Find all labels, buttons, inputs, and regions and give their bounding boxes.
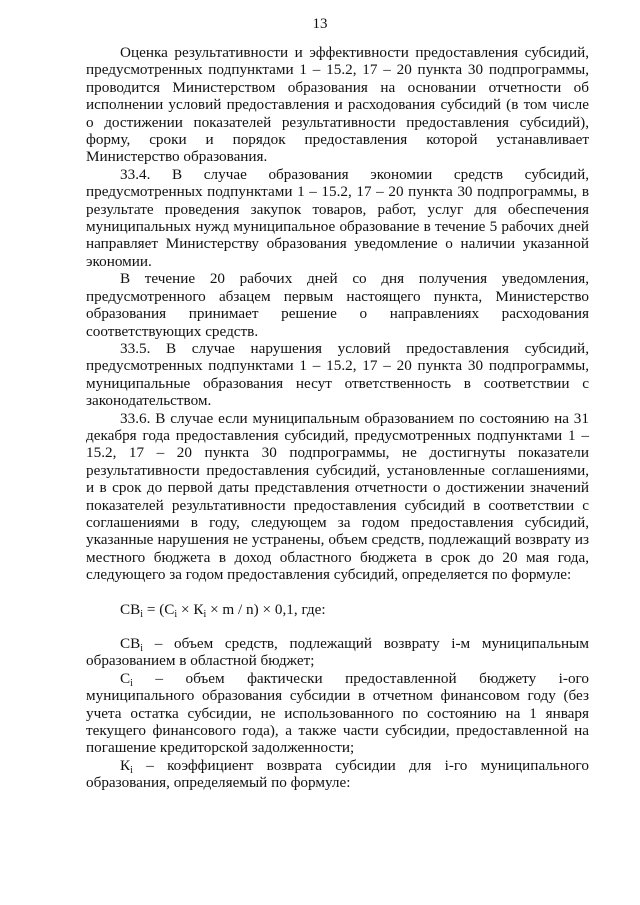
formula-lhs-sub: i [140, 608, 144, 620]
paragraph-33-5: 33.5. В случае нарушения условий предоставления субсидий, предусмотренных подпунктами 1 – 15.2, 17 – 20 пункта 30 подпрограммы, муниципальные образования несут ответственность в соответствии с законодательством. [86, 339, 589, 410]
definition-symbol: СВ [120, 635, 141, 652]
formula-refund [86, 601, 589, 618]
definition-svi [86, 635, 589, 670]
formula-rest: × m / n) × 0,1, где: [206, 600, 326, 618]
definition-sub: i [140, 643, 144, 654]
formula-lhs: СВ [120, 600, 141, 618]
formula-c-sub: i [174, 608, 178, 620]
definition-sub: i [130, 677, 133, 689]
paragraph-33-6: 33.6. В случае если муниципальным образованием по состоянию на 31 декабря года предоставления субсидий, предусмотренных подпунктами 1 – 15.2, 17 – 20 пункта 30 подпрограммы, не достигнуты показатели результативности предоставления субсидий, установленные соглашениями, и в срок до первой даты представления отчетности о достижении значений показателей результативности предоставления субсидий в соответствии с соглашениями в году, следующем за годом предоставления субсидий, указанные нарушения не устранены, объем средств, подлежащий возврату из местного бюджета в доход областного бюджета в срок до 20 мая года, следующего за годом предоставления субсидий, определяется по формуле: [86, 409, 589, 584]
page-number: 13 [312, 16, 328, 32]
definition-text: – объем фактически предоставленной бюджету i-ого муниципального образования субсидии в отчетном финансовом году (без учета остатка субсидии, не использованного по состоянию на 1 января текущего финансового года), а также части субсидии, предоставленной на погашение кредиторской задолженности; [86, 669, 589, 757]
paragraph-33-4: 33.4. В случае образования экономии средств субсидий, предусмотренных подпунктами 1 – 15.2, 17 – 20 пункта 30 подпрограммы, в результате проведения закупок товаров, работ, услуг для обеспечения муниципальных нужд муниципальное образование в течение 5 рабочих дней направляет Министерству образования уведомление о наличии указанной экономии. [86, 165, 589, 270]
paragraph-evaluation: Оценка результативности и эффективности предоставления субсидий, предусмотренных подпунктами 1 – 15.2, 17 – 20 пункта 30 подпрограммы, проводится Министерством образования на основании отчетности об исполнении условий предоставления и расходования субсидий (в том числе о достижении показателей результативности предоставления субсидий), форму, сроки и порядок предоставления которой устанавливает Министерство образования. [86, 44, 589, 166]
definition-ci [86, 670, 589, 757]
definition-symbol: С [120, 669, 131, 687]
definition-symbol: К [120, 756, 131, 774]
definition-text: – коэффициент возврата субсидии для i-го муниципального образования, определяемый по формуле: [86, 756, 589, 792]
definition-ki [86, 757, 589, 792]
definition-text: – объем средств, подлежащий возврату i-м муниципальным образованием в областной бюджет; [86, 635, 589, 670]
spacer [86, 618, 589, 635]
paragraph-decision: В течение 20 рабочих дней со дня получения уведомления, предусмотренного абзацем первым настоящего пункта, Министерство образования принимает решение о направлениях расходования соответствующих средств. [86, 270, 589, 340]
formula-k: × К [177, 600, 204, 618]
spacer [86, 584, 589, 601]
document-body [86, 44, 589, 792]
formula-k-sub: i [203, 608, 207, 620]
formula-eq: = (С [143, 600, 175, 618]
definition-sub: i [130, 764, 133, 776]
